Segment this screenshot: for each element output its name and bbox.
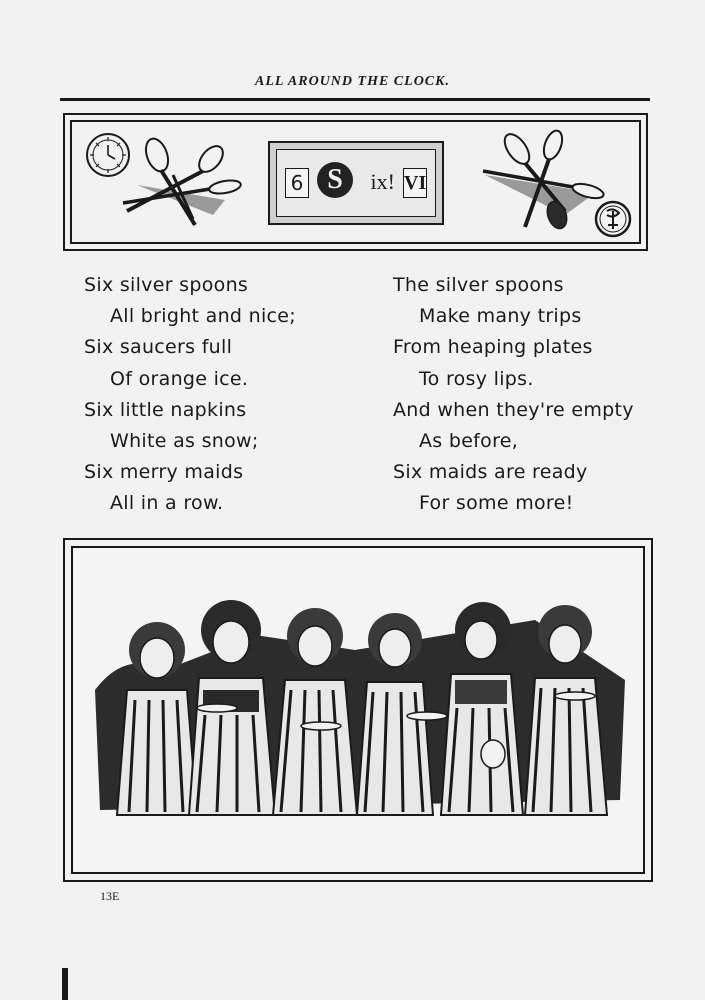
title-banner: [63, 113, 648, 251]
poem-line: Make many trips: [419, 305, 582, 328]
poem-line: Of orange ice.: [110, 367, 249, 390]
title-plate: [268, 141, 444, 225]
running-head: ALL AROUND THE CLOCK.: [255, 74, 450, 89]
poem-line: And when they're empty: [393, 398, 634, 421]
poem-line: Six silver spoons: [84, 274, 249, 296]
maid-figure: [189, 600, 275, 815]
illustration-frame: [63, 538, 653, 882]
poem-line: Six little napkins: [84, 398, 247, 421]
poem-line: For some more!: [419, 492, 574, 515]
poem-line: Six maids are ready: [393, 461, 588, 484]
arabic-numeral: 6: [285, 168, 309, 198]
maid-figure: [117, 622, 197, 815]
monogram-icon: [596, 202, 630, 236]
title-word: ix!: [370, 169, 395, 194]
page-folio: 13E: [100, 889, 120, 903]
clock-face-icon: [87, 134, 129, 176]
poem-line: All in a row.: [110, 492, 224, 515]
six-maids-illustration: [65, 540, 655, 884]
poem-line: The silver spoons: [393, 274, 564, 296]
poem-right-stanza: [393, 270, 634, 520]
crossed-spoons-icon: [123, 136, 242, 225]
edge-mark: [62, 968, 68, 1000]
title-initial: S: [317, 162, 353, 198]
poem-line: White as snow;: [110, 430, 259, 453]
maid-figure: [273, 608, 357, 815]
head-rule: [60, 98, 650, 101]
poem-line: From heaping plates: [393, 336, 593, 359]
poem-left-stanza: [84, 270, 296, 520]
title-plate-inner: [276, 149, 436, 217]
roman-numeral: VI: [403, 168, 427, 198]
poem-line: Six merry maids: [84, 461, 244, 484]
poem-line: To rosy lips.: [419, 367, 534, 390]
poem-line: Six saucers full: [84, 336, 233, 359]
poem-line: As before,: [419, 430, 519, 453]
crossed-spoons-icon: [483, 128, 605, 231]
poem-line: All bright and nice;: [110, 305, 296, 328]
